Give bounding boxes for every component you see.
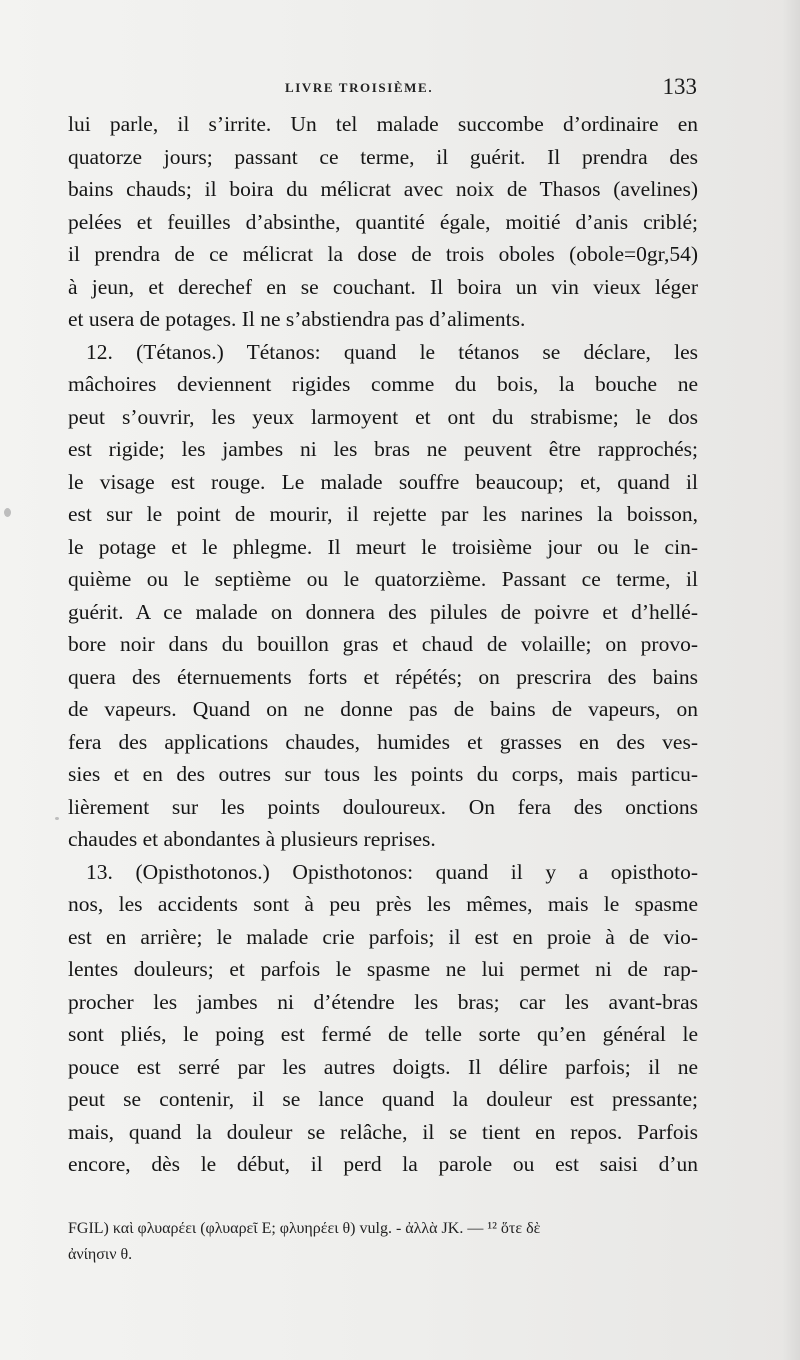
text-line: guérit. A ce malade on donnera des pilules de poivre et d’hellé- [68,599,698,624]
text-line: quatorze jours; passant ce terme, il guérit. Il prendra des [68,144,698,169]
text-line: procher les jambes ni d’étendre les bras; car les avant-bras [68,989,698,1014]
text-line: quième ou le septième ou le quatorzième. Passant ce terme, il [68,567,698,591]
text-line: lui parle, il s’irrite. Un tel malade succombe d’ordinaire en [68,112,698,136]
text-line: est sur le point de mourir, il rejette par les narines la boisson, [68,502,698,526]
text-line: sont pliés, le poing est fermé de telle sorte qu’en général le [68,1022,698,1046]
section-12-heading-line: 12. (Tétanos.) Tétanos: quand le tétanos se déclare, les [86,339,698,364]
text-line: et usera de potages. Il ne s’abstiendra pas d’aliments. [68,307,526,331]
text-line: quera des éternuements forts et répétés; on prescrira des bains [68,664,698,689]
text-line: il prendra de ce mélicrat la dose de trois oboles (obole=0gr,54) [68,242,698,266]
running-header [70,74,697,102]
text-line: lentes douleurs; et parfois le spasme ne lui permet ni de rap- [68,957,698,981]
text-line: bore noir dans du bouillon gras et chaud de volaille; on provo- [68,632,698,656]
text-line: peut s’ouvrir, les yeux larmoyent et ont du strabisme; le dos [68,404,698,429]
text-line: le potage et le phlegme. Il meurt le troisième jour ou le cin- [68,534,698,559]
page-edge-shadow [782,0,800,1360]
paper-speck [4,508,11,517]
text-line: pelées et feuilles d’absinthe, quantité égale, moitié d’anis criblé; [68,209,698,234]
page-number: 133 [662,74,697,99]
text-line: encore, dès le début, il perd la parole ou est saisi d’un [68,1152,698,1176]
footnote-line: ἀνίησιν θ. [68,1246,133,1263]
text-line: fera des applications chaudes, humides et grasses en des ves- [68,729,698,754]
text-line: chaudes et abondantes à plusieurs reprises. [68,827,436,851]
paper-speck [55,817,59,820]
text-line: bains chauds; il boira du mélicrat avec noix de Thasos (avelines) [68,177,698,201]
text-line: sies et en des outres sur tous les points du corps, mais particu- [68,762,698,786]
footnote-line: FGIL) καὶ φλυαρέει (φλυαρεῖ E; φλυηρέει θ) vulg. - ἀλλὰ JK. — ¹² ὅτε δὲ [68,1220,541,1237]
footnotes [68,1216,698,1268]
text-line: lièrement sur les points douloureux. On fera des onctions [68,794,698,819]
section-13-heading-line: 13. (Opisthotonos.) Opisthotonos: quand il y a opisthoto- [86,859,698,884]
text-line: le visage est rouge. Le malade souffre beaucoup; et, quand il [68,469,698,494]
text-line: peut se contenir, il se lance quand la douleur est pressante; [68,1087,698,1111]
running-title: LIVRE TROISIÈME. [285,80,434,95]
text-line: mais, quand la douleur se relâche, il se tient en repos. Parfois [68,1119,698,1144]
text-line: est en arrière; le malade crie parfois; il est en proie à de vio- [68,924,698,949]
text-line: de vapeurs. Quand on ne donne pas de bains de vapeurs, on [68,697,698,721]
text-line: est rigide; les jambes ni les bras ne peuvent être rapprochés; [68,437,698,461]
text-line: mâchoires deviennent rigides comme du bois, la bouche ne [68,372,698,396]
body-text [68,108,698,1181]
text-line: nos, les accidents sont à peu près les mêmes, mais le spasme [68,892,698,916]
text-line: à jeun, et derechef en se couchant. Il boira un vin vieux léger [68,274,698,299]
text-line: pouce est serré par les autres doigts. Il délire parfois; il ne [68,1054,698,1079]
